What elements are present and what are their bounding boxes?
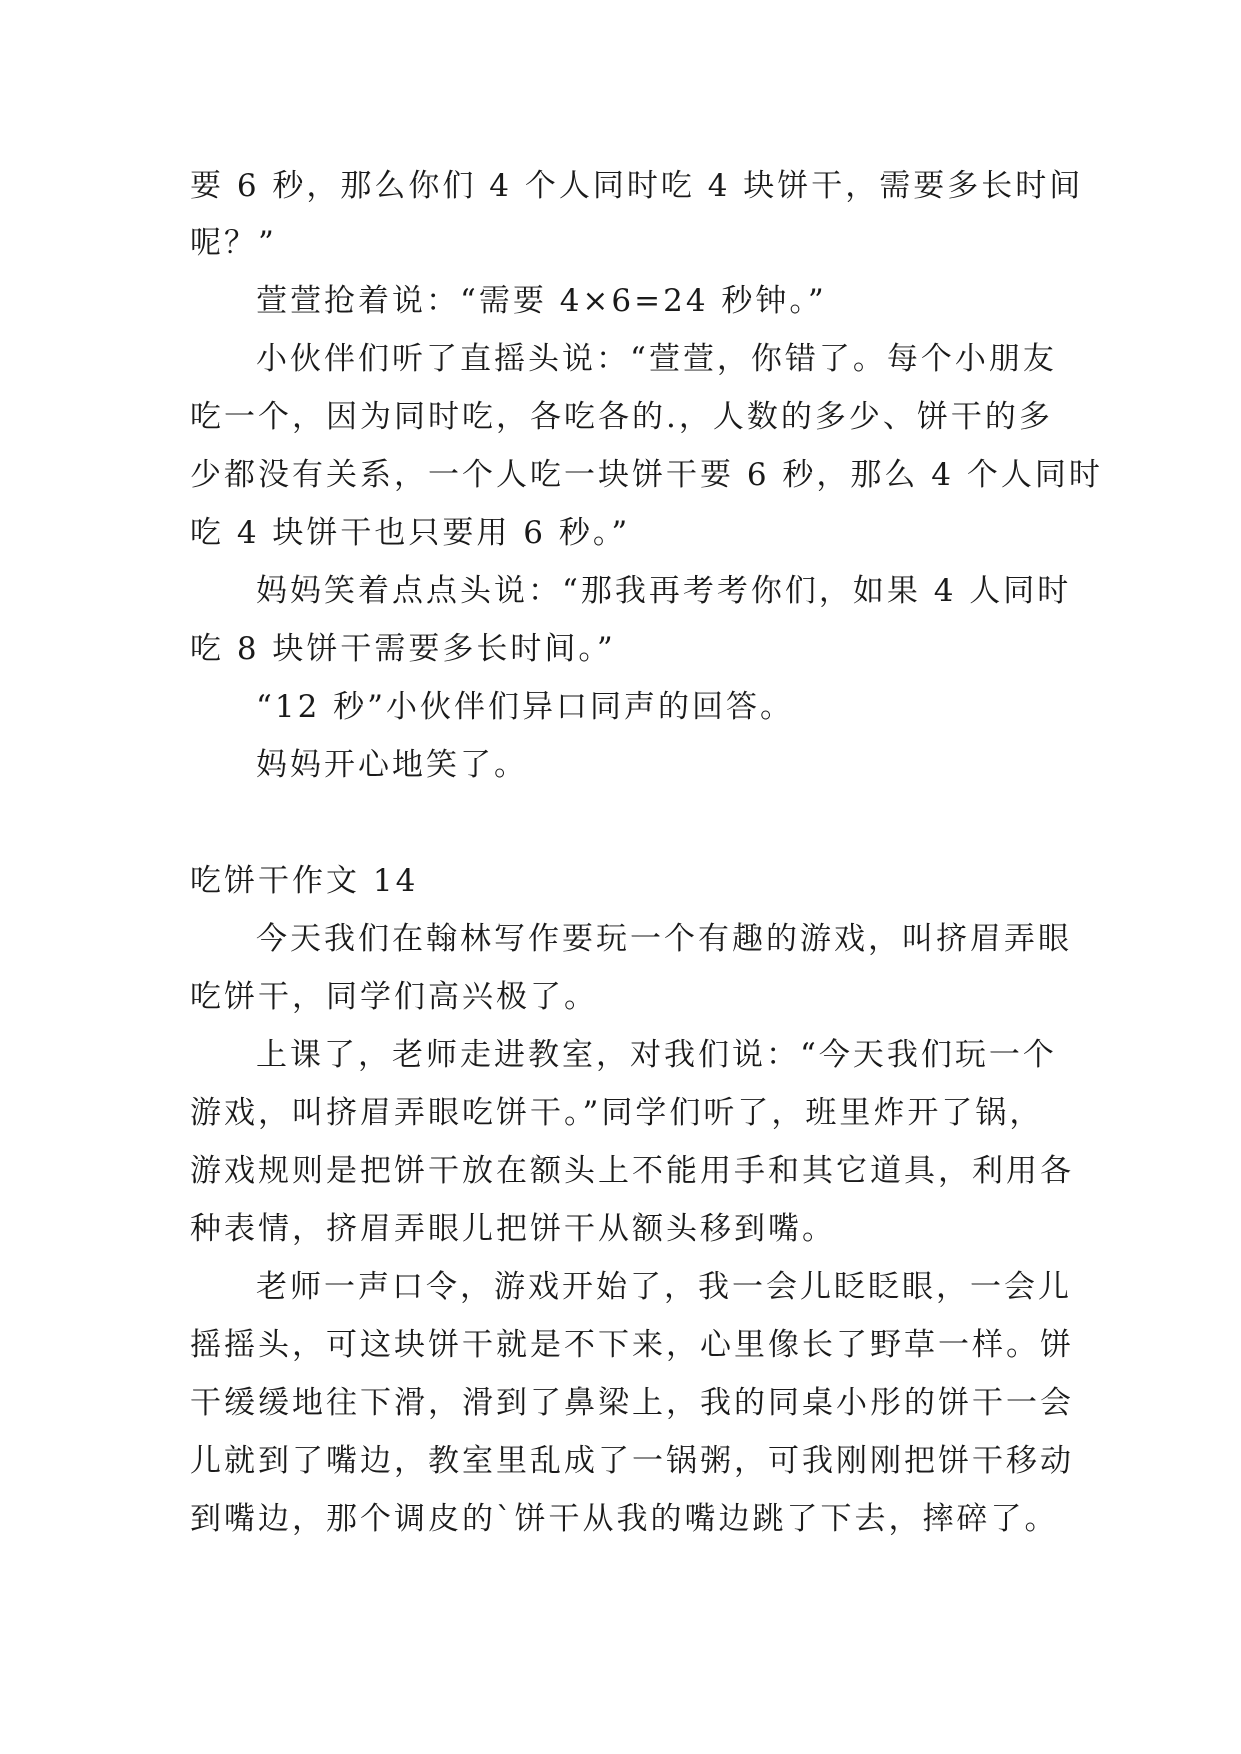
text-line: 要 6 秒，那么你们 4 个人同时吃 4 块饼干，需要多长时间 — [190, 168, 1084, 204]
text-line: 游戏，叫挤眉弄眼吃饼干。”同学们听了，班里炸开了锅， — [190, 1095, 1044, 1131]
text-line: 妈妈笑着点点头说：“那我再考考你们，如果 4 人同时 — [256, 573, 1072, 609]
section-heading: 吃饼干作文 14 — [190, 863, 419, 899]
text-line: 游戏规则是把饼干放在额头上不能用手和其它道具，利用各 — [190, 1153, 1074, 1189]
text-line: 老师一声口令，游戏开始了，我一会儿眨眨眼，一会儿 — [256, 1269, 1072, 1305]
text-line: 吃一个，因为同时吃，各吃各的.，人数的多少、饼干的多 — [190, 399, 1053, 435]
text-line: 儿就到了嘴边，教室里乱成了一锅粥，可我刚刚把饼干移动 — [190, 1443, 1074, 1479]
text-line: 干缓缓地往下滑，滑到了鼻梁上，我的同桌小彤的饼干一会 — [190, 1385, 1074, 1421]
text-line: 小伙伴们听了直摇头说：“萱萱，你错了。每个小朋友 — [256, 341, 1057, 377]
text-line: 上课了，老师走进教室，对我们说：“今天我们玩一个 — [256, 1037, 1057, 1073]
text-line: “12 秒”小伙伴们异口同声的回答。 — [256, 689, 794, 725]
text-line: 吃 8 块饼干需要多长时间。” — [190, 631, 616, 667]
text-line: 摇摇头，可这块饼干就是不下来，心里像长了野草一样。饼 — [190, 1327, 1074, 1363]
text-line: 种表情，挤眉弄眼儿把饼干从额头移到嘴。 — [190, 1211, 836, 1247]
text-line: 少都没有关系，一个人吃一块饼干要 6 秒，那么 4 个人同时 — [190, 457, 1103, 493]
text-line: 吃 4 块饼干也只要用 6 秒。” — [190, 515, 631, 551]
text-line: 今天我们在翰林写作要玩一个有趣的游戏，叫挤眉弄眼 — [256, 921, 1072, 957]
text-line: 呢？” — [190, 225, 277, 261]
text-line: 到嘴边，那个调皮的`饼干从我的嘴边跳了下去，摔碎了。 — [190, 1501, 1059, 1537]
text-line: 吃饼干，同学们高兴极了。 — [190, 979, 598, 1015]
text-line: 萱萱抢着说：“需要 4×6=24 秒钟。” — [256, 283, 827, 319]
text-line: 妈妈开心地笑了。 — [256, 747, 528, 783]
